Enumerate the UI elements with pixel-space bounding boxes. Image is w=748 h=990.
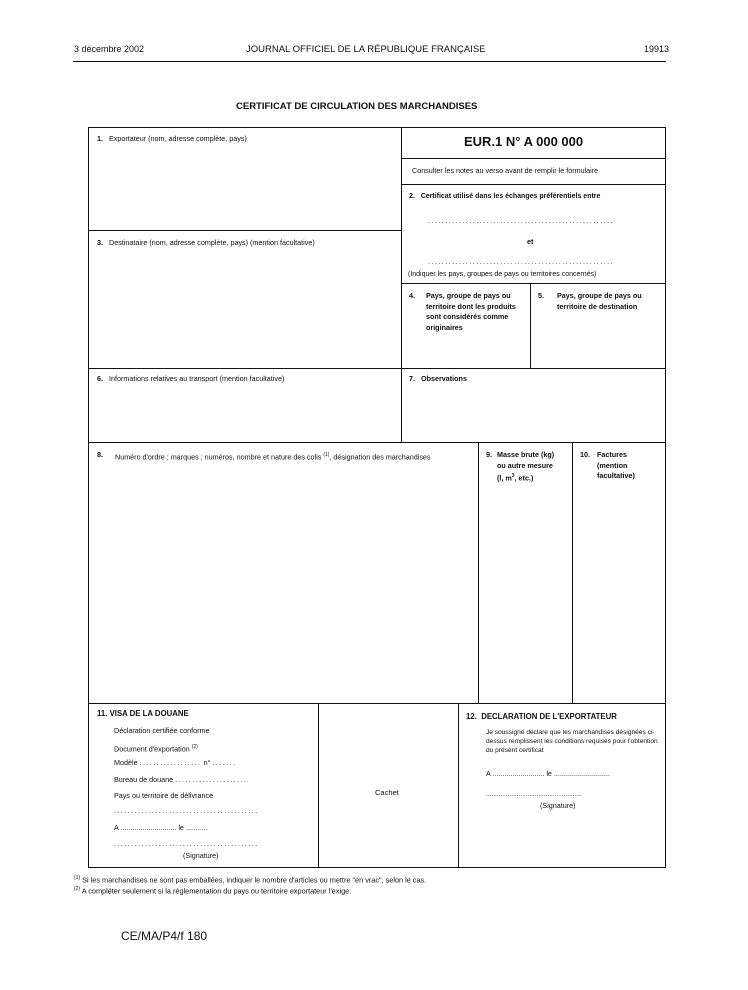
field-2-et: et (527, 237, 534, 246)
field-12-signature: (Signature) (540, 801, 576, 810)
field-12-text: Je soussigné déclare que les marchandises désignées ci-dessus remplissent les conditions requises pour l'obtention du présent certificat (486, 729, 658, 754)
field-10-label: Factures (mention facultative) (597, 450, 635, 480)
footnote-2: $^{(2)}$ A compléter seulement si la réglementation du pays ou territoire exportateur l'exige. (74, 886, 352, 896)
header-rule (73, 61, 666, 62)
form-title: CERTIFICAT DE CIRCULATION DES MARCHANDISES (236, 101, 478, 112)
header-date: 3 décembre 2002 (74, 44, 145, 54)
field-11-signature: (Signature) (183, 851, 219, 860)
field-12-title: 12. DECLARATION DE L'EXPORTATEUR (466, 712, 617, 721)
field-11-line-7: A ............................ le ........... (114, 823, 208, 832)
consult-note: Consulter les notes au verso avant de remplir le formulaire (412, 166, 599, 175)
header-journal: JOURNAL OFFICIEL DE LA RÉPUBLIQUE FRANÇAISE (246, 44, 486, 55)
field-12-dots[interactable]: ..................................................... (486, 791, 582, 798)
field-3-label: 3. Destinataire (nom, adresse complète, pays) (mention facultative) (97, 238, 315, 247)
field-8-label: Numéro d'ordre ; marques ; numéros, nombre et nature des colis $^{(1)}$, désignation des marchandises (115, 452, 431, 462)
field-6-label: 6. Informations relatives au transport (mention facultative) (97, 374, 285, 383)
field-8-num: 8. (97, 450, 103, 459)
field-11-dots-1[interactable]: .......................................... (114, 808, 259, 815)
field-9-label: Masse brute (kg) ou autre mesure (l, $m^3$, etc.) (497, 450, 555, 483)
field-2-dots-1[interactable]: ...................................................... (428, 218, 615, 225)
field-12-place-date: A .......................... le ............................ (486, 769, 610, 778)
field-7-label: 7. Observations (409, 374, 467, 383)
field-11-line-2: Document d'exportation $^{(2)}$ (114, 744, 198, 754)
cachet-label: Cachet (375, 788, 399, 797)
field-10-num: 10. (580, 450, 590, 459)
field-11-line-3: Modèle .................. n° ....... (114, 758, 237, 767)
field-2-dots-2[interactable]: ...................................................... (428, 259, 615, 266)
field-9-num: 9. (486, 450, 492, 459)
field-2-note: (Indiquer les pays, groupes de pays ou territoires concernés) (408, 271, 597, 278)
field-2-label: 2. Certificat utilisé dans les échanges préférentiels entre (409, 193, 601, 200)
field-11-line-1: Déclaration certifiée conforme (114, 726, 210, 735)
field-1-label: 1. Exportateur (nom, adresse complète, pays) (97, 134, 247, 143)
field-11-dots-2[interactable]: .......................................... (114, 841, 259, 848)
field-5-label: Pays, groupe de pays ou territoire de destination (557, 291, 642, 311)
field-4-label: Pays, groupe de pays ou territoire dont les produits sont considérés comme originaires (426, 291, 516, 332)
field-4-num: 4. (409, 291, 415, 300)
header-page: 19913 (644, 44, 670, 54)
field-11-line-5: Pays ou territoire de délivrance (114, 791, 214, 800)
field-11-title: 11. VISA DE LA DOUANE (97, 709, 189, 718)
field-5-num: 5. (538, 291, 544, 300)
form-code: CE/MA/P4/f 180 (121, 929, 208, 943)
footnote-1: $^{(1)}$ Si les marchandises ne sont pas emballées, indiquer le nombre d'articles ou mettre "en vrac", selon le cas. (74, 875, 427, 885)
certificate-number: EUR.1 N° A 000 000 (464, 134, 584, 149)
field-11-line-4: Bureau de douane ..................... (114, 775, 248, 784)
